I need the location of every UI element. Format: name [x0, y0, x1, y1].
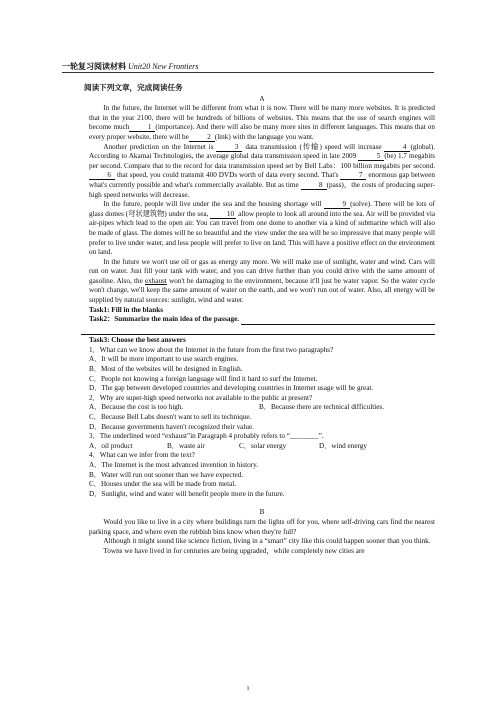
question-4-option-d[interactable]: D．Sunlight, wind and water will benefit people more in the future.	[89, 489, 285, 498]
passage-a-paragraph-2: Another prediction on the Internet is 3 data transmission (传输) speed will increase 4 (global). According to Akamai Technologies, the average global data transmission speed in late 2009 5 (be) 1.7 megabits per second. Compare that to the record for data transmission speed set by Bell Labs：100 billion megabits per second. 6 that speed, you could transmit 400 DVDs worth of data every second. That's 7 enormous gap between what's currently possible and what's commercially available. But as time 8 (pass)，the costs of producing super-high speed networks will decrease.	[89, 142, 436, 199]
header-title: 一轮复习阅读材料	[62, 62, 126, 71]
question-4-stem: 4．What can we infer from the text?	[89, 451, 195, 460]
question-2-option-c[interactable]: C．Because Bell Labs doesn't want to sell its technique.	[89, 413, 252, 421]
question-1-option-d[interactable]: D．The gap between developed countries and developing countries in Internet usage will be great.	[89, 384, 374, 393]
blank-8: 8	[301, 181, 327, 190]
question-2-option-d[interactable]: D．Because governments haven't recognized their value.	[89, 422, 254, 431]
question-4-option-a[interactable]: A．The Internet is the most advanced invention in history.	[89, 460, 259, 469]
blank-6: 6	[89, 171, 115, 180]
question-2-stem: 2．Why are super-high speed networks not available to the public at present?	[89, 393, 313, 402]
passage-b-paragraph-2: Although it might sound like science fiction, living in a “smart” city like this could happen sooner than you think.	[103, 537, 431, 546]
task-2-row	[89, 315, 435, 325]
reading-instruction: 阅读下列文章，完成阅读任务	[84, 83, 183, 92]
passage-a-paragraph-3: In the future, people will live under the sea and the housing shortage will 9 (solve). There will be lots of glass domes (穹状建筑物) under the sea, 10 allow people to look all around into the sea. Air will be provided via air-pipes which lead to the open air. You can travel from one dome to another via a kind of submarine which will also be made of glass. The domes will be so beautiful and the view under the sea will be so impressive that many people will prefer to live under water, and less people will prefer to live on land. This will have a positive effect on the environment on land.	[89, 200, 436, 257]
task-2-heading: Task2：Summarize the main idea of the passage.	[89, 315, 240, 324]
blank-10: 10	[210, 210, 236, 219]
question-2-option-a[interactable]: A．Because the cost is too high.	[89, 403, 184, 412]
question-2-option-b[interactable]: B．Because there are technical difficulties.	[259, 403, 384, 412]
question-3-option-b[interactable]: B．waste air	[167, 441, 205, 450]
passage-a-paragraph-4: In the future we won't use oil or gas as energy any more. We will make use of sunlight, water and wind. Cars will run on water. Just fill your tank with water, and you can drive further than you could drive with the same amount of gasoline. Also, the exhaust won't be damaging to the environment, because it'll just be water vapor. So the water cycle won't change, we'll keep the same amount of water on the earth, and we won't run out of water. Also, all energy will be supplied by natural sources: sunlight, wind and water.	[89, 257, 436, 305]
question-4-option-b[interactable]: B．Water will run out sooner than we have expected.	[89, 470, 244, 479]
question-1-option-a[interactable]: A．It will be more important to use search engines.	[89, 355, 239, 364]
question-2	[89, 394, 435, 432]
header-rule	[62, 72, 434, 73]
question-1	[89, 346, 435, 394]
blank-5: 5	[358, 152, 384, 161]
question-1-option-c[interactable]: C．People not knowing a foreign language will find it hard to surf the Internet.	[89, 374, 318, 383]
question-1-stem: 1．What can we know about the Internet in the future from the first two paragraphs?	[89, 345, 334, 354]
passage-a-paragraph-1: In the future, the Internet will be different from what it is now. There will be many more websites. It is predicted that in the year 2100, there will be hundreds of billions of websites. This means that the use of search engines will become much 1 (importance). And there will also be many more sites in different languages. This means that on every proper website, there will be 2 (link) with the language you want.	[89, 104, 435, 141]
task-2-answer-line-2[interactable]	[81, 325, 435, 335]
question-3	[89, 432, 435, 451]
blank-7: 7	[340, 171, 366, 180]
blank-9: 9	[324, 200, 350, 209]
question-4	[89, 451, 435, 499]
question-3-option-a[interactable]: A．oil product	[89, 441, 133, 450]
document-body	[84, 83, 436, 556]
task-2-answer-line[interactable]	[241, 315, 435, 325]
underlined-word-exhaust: exhaust	[144, 276, 167, 285]
header-unit: Unit20 New Frontiers	[128, 62, 199, 71]
question-3-stem: 3．The underlined word “exhaust”in Paragraph 4 probably refers to “________”.	[89, 432, 324, 441]
blank-2: 2	[189, 133, 215, 142]
blank-3: 3	[216, 143, 242, 152]
document-header	[62, 62, 198, 72]
passage-b-label: B	[259, 508, 265, 517]
question-1-option-b[interactable]: B．Most of the websites will be designed in English.	[89, 365, 243, 374]
passage-b-paragraph-3: Towns we have lived in for centuries are being upgraded，while completely new cities are	[103, 546, 365, 555]
question-3-option-c[interactable]: C．solar energy	[239, 441, 287, 450]
task-1-heading: Task1: Fill in the blanks	[89, 305, 164, 314]
passage-b-paragraph-1: Would you like to live in a city where buildings turn the lights off for you, where self-driving cars find the nearest parking space, and where even the rubbish bins know when they're full?	[89, 517, 435, 536]
task-3-heading: Task3: Choose the best answers	[89, 336, 186, 345]
page-number: 1	[246, 685, 250, 692]
question-4-option-c[interactable]: C．Houses under the sea will be made from metal.	[89, 480, 237, 489]
passage-a-label: A	[259, 94, 265, 103]
blank-1: 1	[129, 123, 155, 132]
blank-4: 4	[384, 143, 410, 152]
question-3-option-d[interactable]: D．wind energy	[319, 441, 367, 450]
